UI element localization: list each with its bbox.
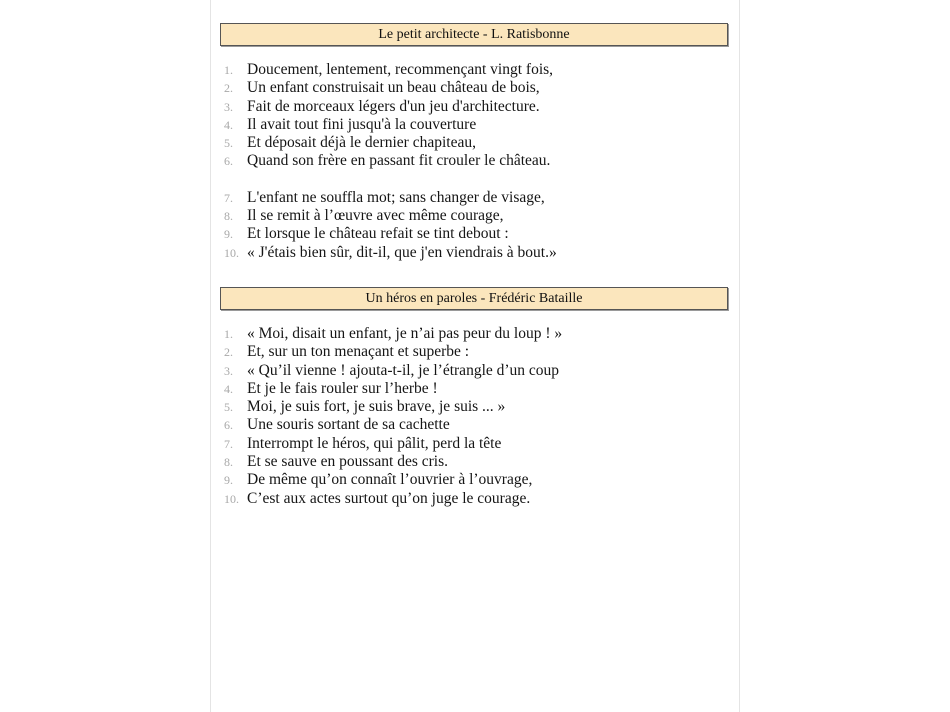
poem-title: Un héros en paroles - Frédéric Bataille — [220, 287, 728, 310]
line-number: 1. — [224, 63, 233, 77]
verse-text: Il avait tout fini jusqu'à la couverture — [247, 115, 477, 133]
verse-line — [220, 435, 728, 453]
verse-text: C’est aux actes surtout qu’on juge le courage. — [247, 489, 531, 507]
verse-line — [220, 453, 728, 471]
verse-line — [220, 244, 728, 262]
verse-line — [220, 343, 728, 361]
verse-line — [220, 79, 728, 97]
verse-text: Et je le fais rouler sur l’herbe ! — [247, 379, 438, 397]
verse-text: L'enfant ne souffla mot; sans changer de visage, — [247, 188, 545, 206]
line-number: 6. — [224, 418, 233, 433]
verse-line — [220, 225, 728, 243]
verse-text: Fait de morceaux légers d'un jeu d'architecture. — [247, 97, 540, 115]
line-number: 7. — [224, 436, 233, 451]
verse-text: « Moi, disait un enfant, je n’ai pas peur du loup ! » — [247, 325, 563, 342]
line-number: 10. — [224, 491, 239, 506]
verse-line — [220, 98, 728, 116]
line-number: 9. — [224, 473, 233, 488]
line-number: 4. — [224, 117, 233, 132]
verse-text: Une souris sortant de sa cachette — [247, 416, 450, 434]
verse-text: Moi, je suis fort, je suis brave, je suis ... » — [247, 398, 506, 416]
line-number: 6. — [224, 154, 233, 169]
verse-text: Et, sur un ton menaçant et superbe : — [247, 343, 470, 361]
verse-line — [220, 398, 728, 416]
verse-line — [220, 152, 728, 170]
poem-le-petit-architecte — [220, 23, 728, 262]
verse-text: Et déposait déjà le dernier chapiteau, — [247, 134, 476, 152]
line-number: 3. — [224, 363, 233, 378]
poem-title: Le petit architecte - L. Ratisbonne — [220, 23, 728, 46]
verse-text: De même qu’on connaît l’ouvrier à l’ouvrage, — [247, 471, 533, 489]
verse-text: Et lorsque le château refait se tint debout : — [247, 225, 509, 243]
verse-line — [220, 116, 728, 134]
verse-text: Il se remit à l’œuvre avec même courage, — [247, 207, 504, 225]
line-number: 10. — [224, 245, 239, 260]
verse-text: Un enfant construisait un beau château de bois, — [247, 79, 540, 97]
verse-line — [220, 207, 728, 225]
line-number: 3. — [224, 99, 233, 114]
verse-line — [220, 380, 728, 398]
verse-line — [220, 490, 728, 508]
verse-line — [220, 189, 728, 207]
line-number: 4. — [224, 381, 233, 396]
verse-line — [220, 362, 728, 380]
line-number: 2. — [224, 81, 233, 96]
line-number: 5. — [224, 136, 233, 151]
document-page — [210, 0, 740, 712]
verse-text: Quand son frère en passant fit crouler le château. — [247, 152, 551, 170]
line-number: 1. — [224, 327, 233, 341]
line-number: 5. — [224, 400, 233, 415]
verse-line — [220, 61, 728, 79]
verse-text: Interrompt le héros, qui pâlit, perd la tête — [247, 434, 502, 452]
line-number: 8. — [224, 455, 233, 470]
verse-text: « J'étais bien sûr, dit-il, que j'en viendrais à bout.» — [247, 243, 557, 261]
line-number: 2. — [224, 345, 233, 360]
verse-line — [220, 134, 728, 152]
line-number: 8. — [224, 209, 233, 224]
verse-line — [220, 471, 728, 489]
line-number: 7. — [224, 190, 233, 205]
poem-lines — [220, 61, 728, 262]
verse-line — [220, 416, 728, 434]
verse-text: « Qu’il vienne ! ajouta-t-il, je l’étrangle d’un coup — [247, 361, 560, 379]
poem-un-heros-en-paroles — [220, 287, 728, 508]
poem-lines — [220, 325, 728, 508]
verse-text: Et se sauve en poussant des cris. — [247, 453, 449, 471]
verse-line — [220, 325, 728, 343]
verse-text: Doucement, lentement, recommençant vingt fois, — [247, 61, 554, 78]
line-number: 9. — [224, 227, 233, 242]
